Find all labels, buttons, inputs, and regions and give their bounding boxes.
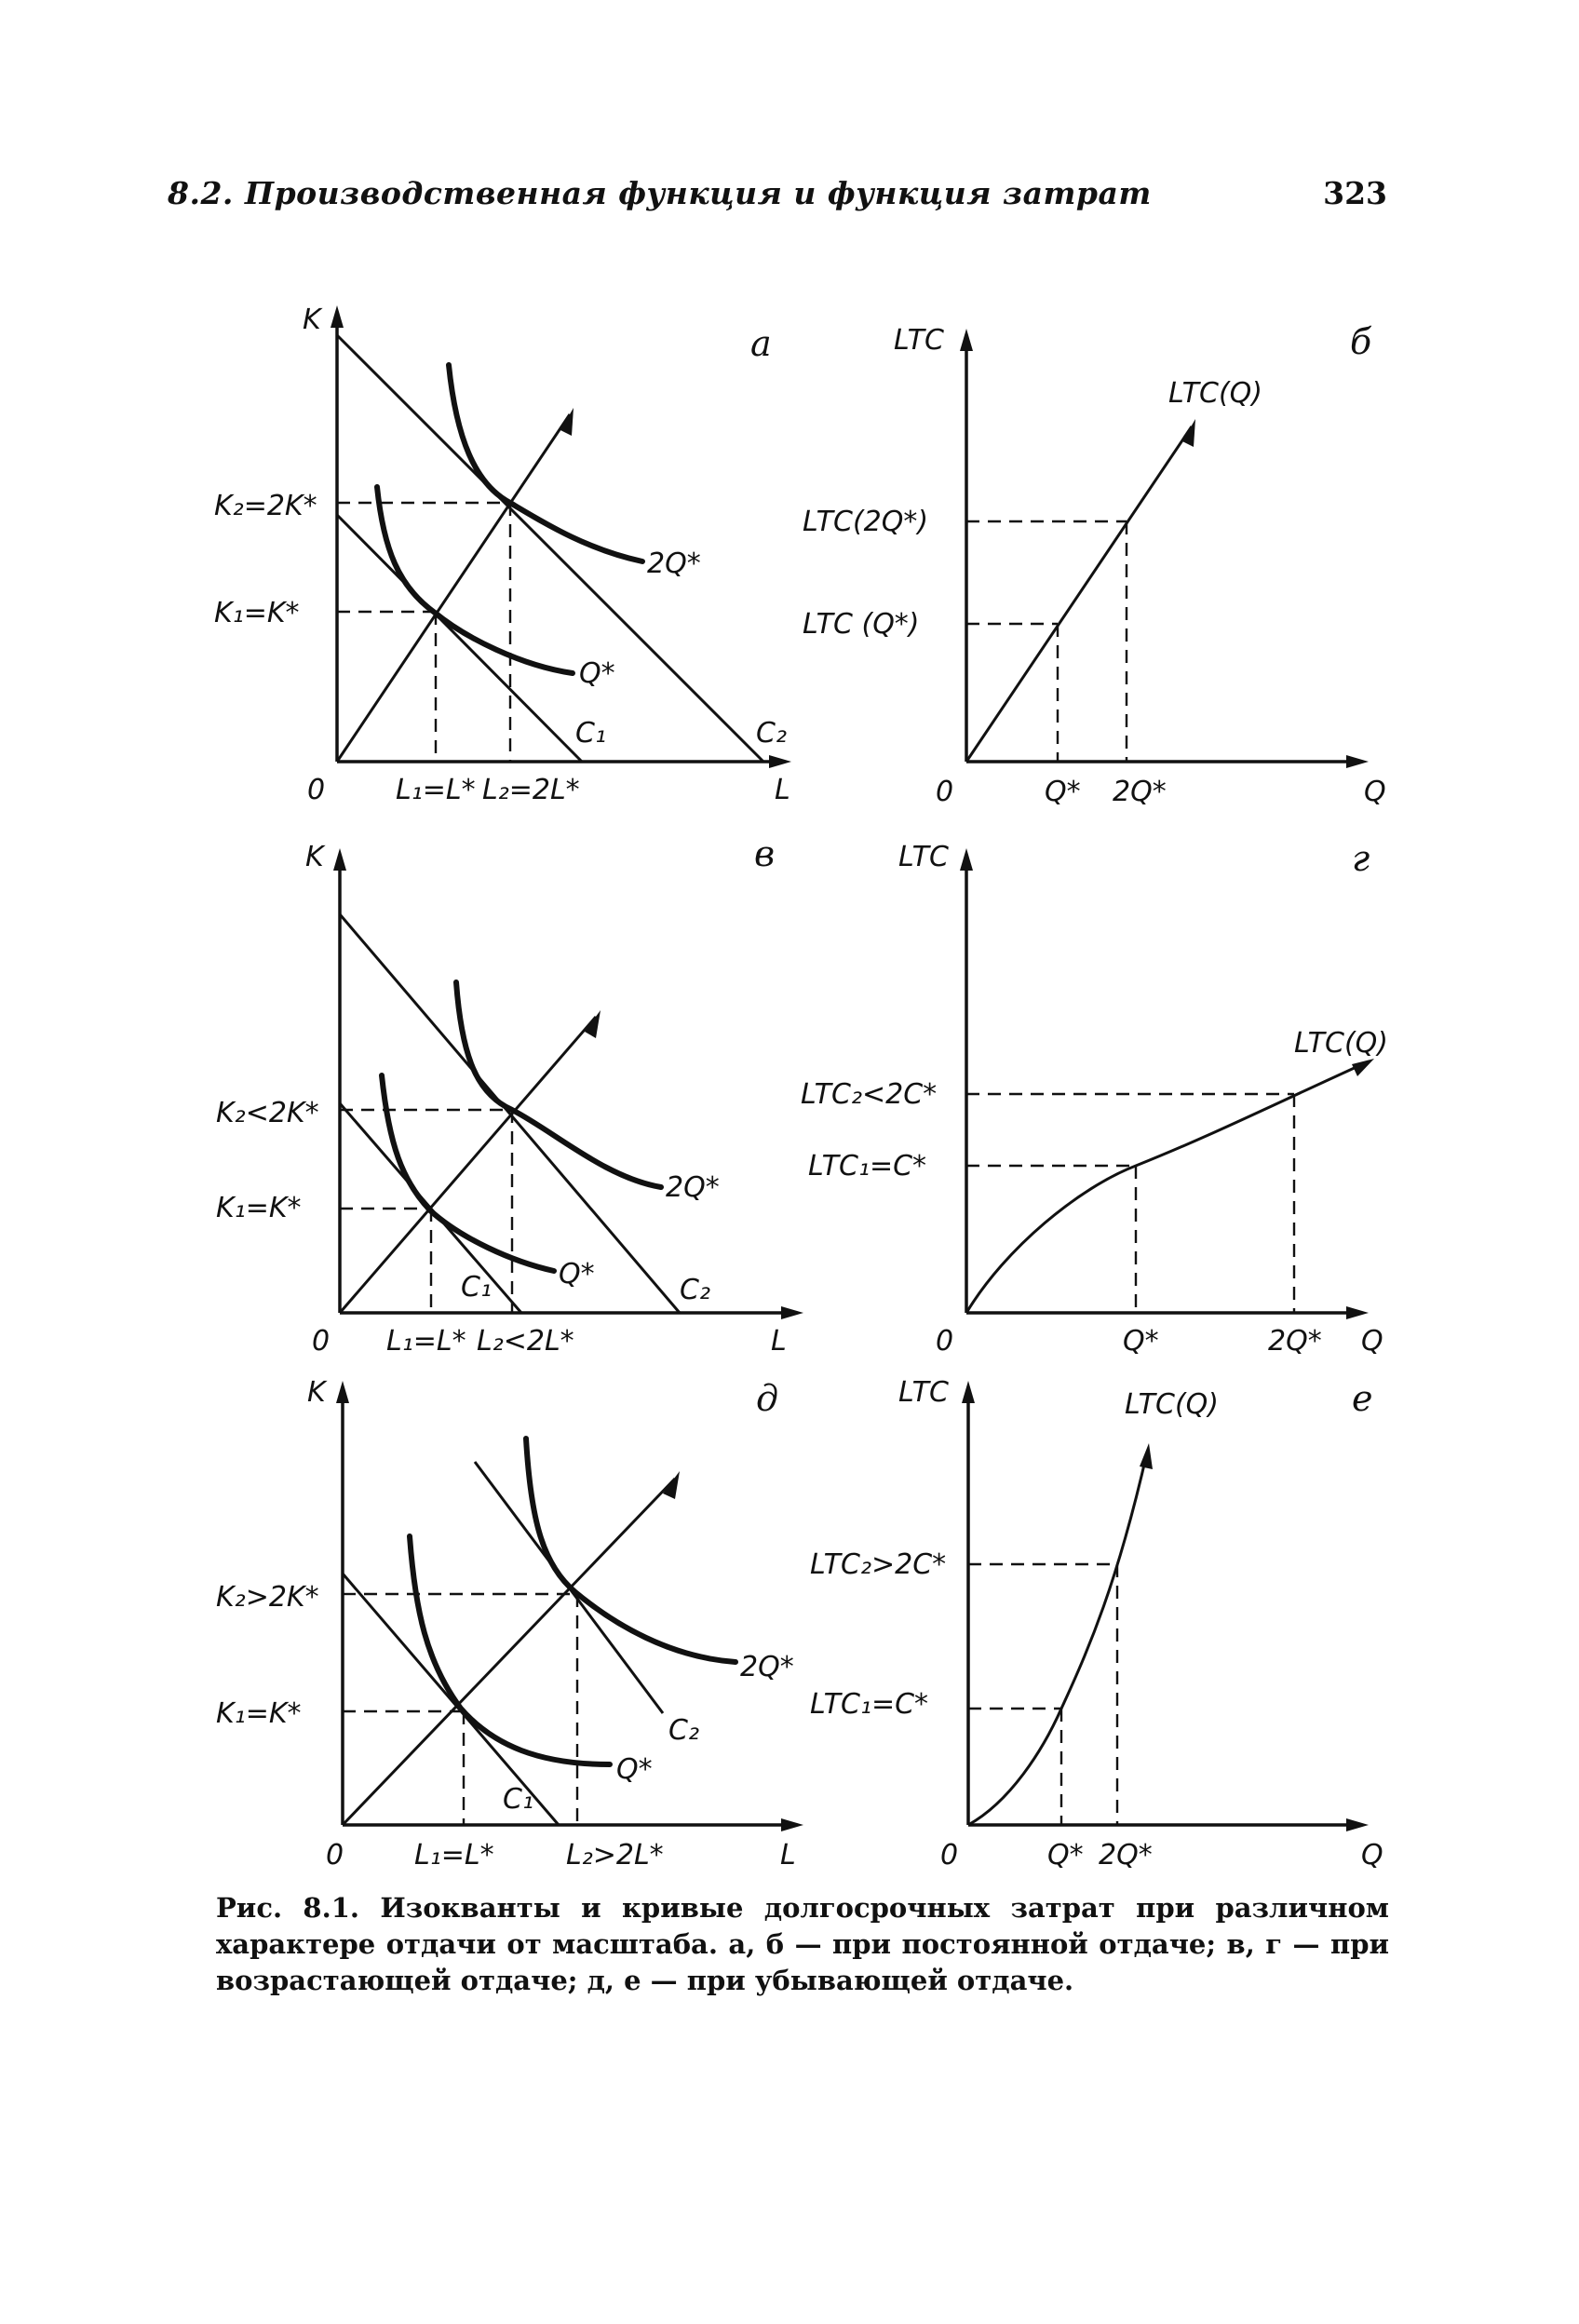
panel-b-letter: б xyxy=(1350,321,1372,362)
panel-d-y-tick-1: K₁=K* xyxy=(216,1697,302,1730)
panel-d-isocost-c1-label: C₁ xyxy=(503,1783,533,1816)
page-number: 323 xyxy=(1323,175,1387,211)
panel-a-isoquant-q-label: Q* xyxy=(579,657,615,690)
panel-e-y-tick-1: LTC₁=C* xyxy=(810,1688,929,1721)
panel-e-origin: 0 xyxy=(940,1839,959,1871)
panel-v-isocost-c1-label: C₁ xyxy=(461,1271,492,1304)
panel-g-y-tick-1: LTC₁=C* xyxy=(808,1150,927,1182)
panel-v-origin: 0 xyxy=(312,1325,331,1358)
panel-g-x-tick-2: 2Q* xyxy=(1268,1325,1322,1358)
panel-d-isocost-c2-label: C₂ xyxy=(668,1714,699,1747)
panel-v-x-axis-label: L xyxy=(771,1325,787,1358)
panel-d-x-axis-label: L xyxy=(780,1839,796,1871)
panel-e-x-arrow xyxy=(1346,1818,1369,1831)
panel-b-y-arrow xyxy=(960,329,973,351)
panel-g-x-tick-1: Q* xyxy=(1123,1325,1159,1358)
panel-v-x-arrow xyxy=(781,1306,803,1319)
panel-g-ltc-curve xyxy=(966,1061,1369,1313)
panel-d-isoquant-q-label: Q* xyxy=(616,1753,653,1786)
panel-g-x-arrow xyxy=(1346,1306,1369,1319)
panel-e-letter: е xyxy=(1352,1378,1373,1419)
panel-a-origin: 0 xyxy=(307,774,326,806)
panel-d-ray-arrow xyxy=(663,1471,680,1499)
panel-a-y-arrow xyxy=(331,305,344,328)
panel-b-origin: 0 xyxy=(936,776,954,808)
panel-b-y-axis-label: LTC xyxy=(894,324,944,357)
panel-g-origin: 0 xyxy=(936,1325,954,1358)
panel-d-x-arrow xyxy=(781,1818,803,1831)
panel-b xyxy=(803,321,1386,808)
panel-a-x-tick-1: L₁=L* xyxy=(396,774,476,806)
panel-a-letter: а xyxy=(750,323,772,364)
panel-e-x-tick-1: Q* xyxy=(1047,1839,1084,1871)
panel-d-letter: д xyxy=(756,1378,779,1419)
panel-g-y-axis-label: LTC xyxy=(898,841,949,873)
panel-v-isoquant-q xyxy=(382,1075,554,1271)
panel-d-isoquant-2q-label: 2Q* xyxy=(740,1651,794,1683)
panel-e-y-axis-label: LTC xyxy=(898,1376,949,1409)
panel-b-curve-label: LTC(Q) xyxy=(1168,377,1262,410)
panel-b-x-arrow xyxy=(1346,755,1369,768)
panel-v-isocost-c2-label: C₂ xyxy=(680,1274,710,1306)
panel-v-y-tick-2: K₂<2K* xyxy=(216,1097,319,1129)
panel-e-y-arrow xyxy=(962,1381,975,1403)
panel-e-ltc-curve xyxy=(968,1452,1147,1825)
panel-d-x-tick-2: L₂>2L* xyxy=(566,1839,664,1871)
panel-a-y-tick-1: K₁=K* xyxy=(214,597,300,629)
panel-a-y-axis-label: K xyxy=(303,304,321,336)
panel-d-y-axis-label: K xyxy=(307,1376,326,1409)
panel-g xyxy=(801,838,1388,1358)
panel-e xyxy=(810,1376,1383,1871)
panel-v-isoquant-2q-label: 2Q* xyxy=(666,1171,720,1204)
panel-e-curve-label: LTC(Q) xyxy=(1125,1388,1219,1421)
panel-a xyxy=(214,304,791,806)
panel-e-x-axis-label: Q xyxy=(1361,1839,1383,1871)
panel-e-ltc-arrow xyxy=(1140,1443,1153,1469)
panel-v-isoquant-q-label: Q* xyxy=(559,1258,595,1290)
panel-b-y-tick-2: LTC(2Q*) xyxy=(803,506,929,538)
panel-b-x-axis-label: Q xyxy=(1364,776,1386,808)
panel-d-y-tick-2: K₂>2K* xyxy=(216,1581,319,1614)
panel-g-curve-label: LTC(Q) xyxy=(1294,1027,1388,1060)
panel-d xyxy=(216,1376,803,1871)
panel-d-isoquant-2q xyxy=(526,1439,736,1662)
panel-a-isoquant-2q xyxy=(449,365,642,561)
panel-v-x-tick-1: L₁=L* xyxy=(386,1325,466,1358)
panel-a-isocost-c1-label: C₁ xyxy=(575,717,606,750)
panel-d-y-arrow xyxy=(336,1381,349,1403)
panel-g-y-arrow xyxy=(960,848,973,871)
panel-d-origin: 0 xyxy=(326,1839,344,1871)
panel-g-x-axis-label: Q xyxy=(1361,1325,1383,1358)
panel-a-isocost-c1 xyxy=(337,515,582,762)
panel-v-ray-arrow xyxy=(585,1010,601,1038)
panel-a-expansion-path xyxy=(337,414,570,762)
panel-a-isoquant-q xyxy=(377,487,573,673)
panel-v-letter: в xyxy=(754,833,776,874)
panel-e-y-tick-2: LTC₂>2C* xyxy=(810,1548,947,1581)
panel-a-x-axis-label: L xyxy=(775,774,790,806)
panel-b-ltc-arrow xyxy=(1182,419,1195,447)
panel-a-isocost-c2-label: C₂ xyxy=(756,717,787,750)
panel-b-x-tick-1: Q* xyxy=(1045,776,1081,808)
panel-b-y-tick-1: LTC (Q*) xyxy=(803,608,920,641)
panel-v-y-arrow xyxy=(333,848,346,871)
panel-v-y-tick-1: K₁=K* xyxy=(216,1192,302,1224)
panel-g-letter: г xyxy=(1352,838,1370,879)
figure-caption xyxy=(216,1890,1389,1999)
panel-b-x-tick-2: 2Q* xyxy=(1113,776,1167,808)
panel-d-x-tick-1: L₁=L* xyxy=(414,1839,494,1871)
panel-e-x-tick-2: 2Q* xyxy=(1099,1839,1153,1871)
figure-caption-label: Рис. 8.1. xyxy=(216,1892,359,1924)
panel-v-x-tick-2: L₂<2L* xyxy=(477,1325,574,1358)
panel-b-ltc-line xyxy=(966,426,1192,762)
panel-v-y-axis-label: K xyxy=(305,841,324,873)
panel-a-ray-arrow xyxy=(560,408,574,436)
panel-g-ltc-arrow xyxy=(1352,1059,1374,1076)
panel-v xyxy=(216,833,803,1358)
panel-g-y-tick-2: LTC₂<2C* xyxy=(801,1078,938,1111)
panel-a-y-tick-2: K₂=2K* xyxy=(214,490,317,522)
figure-caption-text: Изокванты и кривые долгосрочных затрат при различном характере отдачи от масштаба. а, б — при постоянной отдаче; в, г — при возрастающей отдаче; д, е — при убывающей отдаче. xyxy=(216,1892,1389,1996)
panel-a-x-tick-2: L₂=2L* xyxy=(482,774,580,806)
running-title: 8.2. Производственная функция и функция затрат xyxy=(168,175,1152,211)
panel-a-x-arrow xyxy=(769,755,791,768)
panel-a-isoquant-2q-label: 2Q* xyxy=(647,547,701,580)
